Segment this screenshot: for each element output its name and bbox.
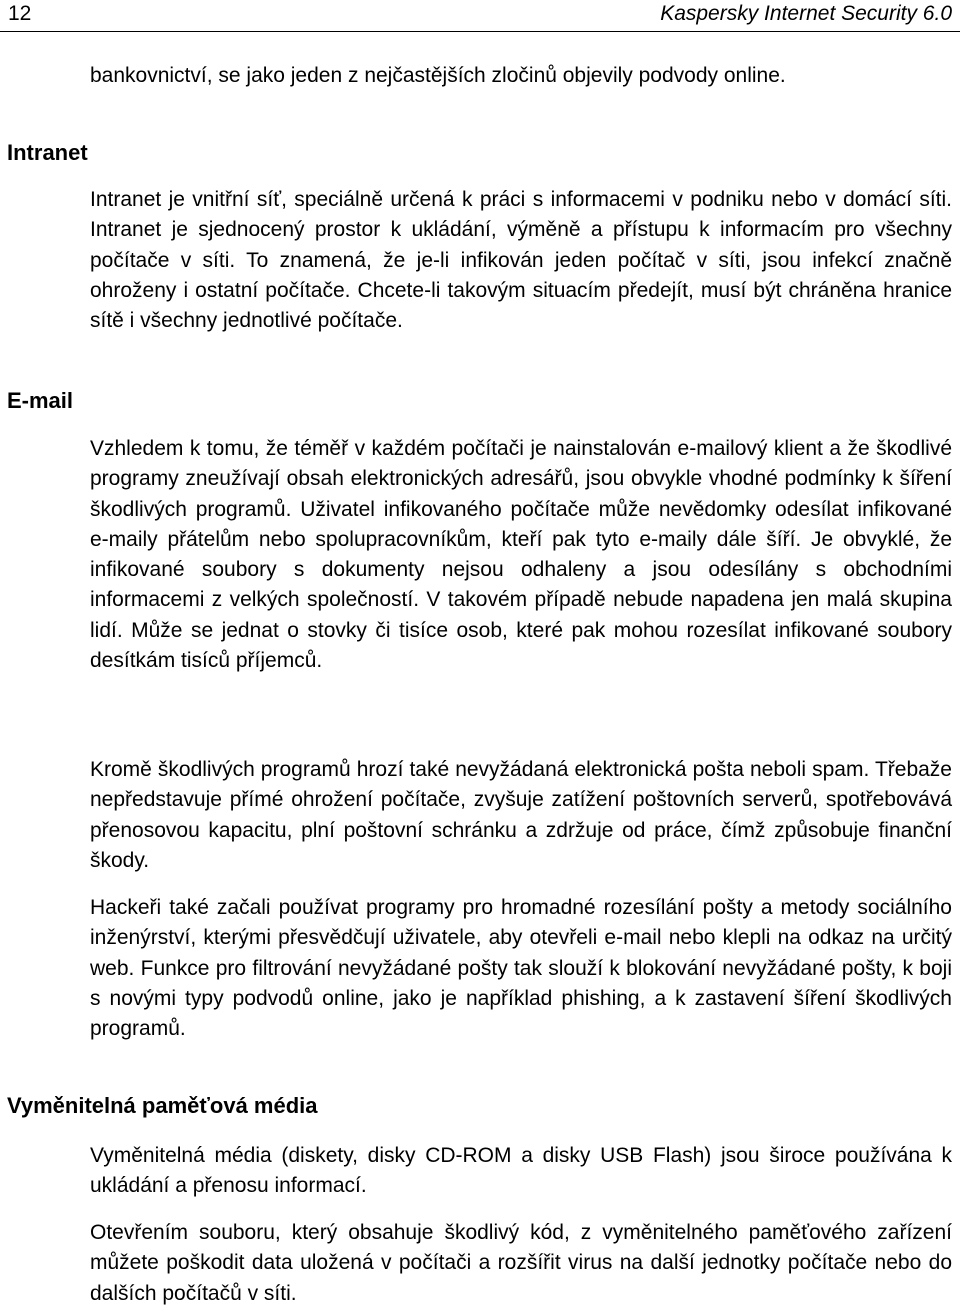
paragraph-continuation: bankovnictví, se jako jeden z nejčastějších zločinů objevily podvody online. [90,64,786,87]
paragraph-email-3: Hackeři také začali používat programy pro hromadné rozesílání pošty a metody sociálního inženýrství, kterými přesvědčují uživatele, aby otevřeli e-mail nebo klepli na odkaz na určitý web. Funkce pro filtrování nevyžádané pošty tak slouží k blokování nevyžádané pošty, k boji s novými typy podvodů online, jako je například phishing, a k zastavení šíření škodlivých programů. [90,896,952,1041]
heading-removable-media: Vyměnitelná paměťová média [7,1093,318,1118]
page-number: 12 [8,2,32,25]
paragraph-email-1: Vzhledem k tomu, že téměř v každém počítači je nainstalován e-mailový klient a že škodlivé programy zneužívají obsah elektronických adresářů, jsou obvykle vhodné podmínky k šíření škodlivých programů. Uživatel infikovaného počítače může nevědomky odesílat infikované e-maily přátelům nebo spolupracovníkům, kteří pak tyto e-maily dále šíří. Je obvyklé, že infikované soubory s dokumenty nejsou odhaleny a jsou odesílány s obchodními informacemi z velkých společností. V takovém případě nebude napadena jen malá skupina lidí. Může se jednat o stovky či tisíce osob, které pak mohou rozesílat infikované soubory desítkám tisíců příjemců. [90,437,952,673]
heading-email: E-mail [7,388,74,413]
running-title: Kaspersky Internet Security 6.0 [660,2,952,25]
paragraph-removable-1: Vyměnitelná média (diskety, disky CD-ROM a disky USB Flash) jsou široce používána k ukládání a přenosu informací. [90,1144,952,1198]
heading-intranet: Intranet [7,140,88,165]
page-header [0,0,960,32]
paragraph-intranet: Intranet je vnitřní síť, speciálně určená k práci s informacemi v podniku nebo v domácí síti. Intranet je sjednocený prostor k ukládání, výměně a přístupu k informacím pro všechny počítače v síti. To znamená, že je-li infikován jeden počítač v síti, jsou infekcí značně ohroženy i ostatní počítače. Chcete-li takovým situacím předejít, musí být chráněna hranice sítě i všechny jednotlivé počítače. [90,188,952,333]
paragraph-removable-2: Otevřením souboru, který obsahuje škodlivý kód, z vyměnitelného paměťového zařízení můžete poškodit data uložená v počítači a rozšířit virus na další jednotky počítače nebo do dalších počítačů v síti. [90,1221,952,1305]
paragraph-email-2: Kromě škodlivých programů hrozí také nevyžádaná elektronická pošta neboli spam. Třebaže nepředstavuje přímé ohrožení počítače, zvyšuje zatížení poštovních serverů, spotřebovává přenosovou kapacitu, plní poštovní schránku a zdržuje od práce, čímž způsobuje finanční škody. [90,758,952,872]
